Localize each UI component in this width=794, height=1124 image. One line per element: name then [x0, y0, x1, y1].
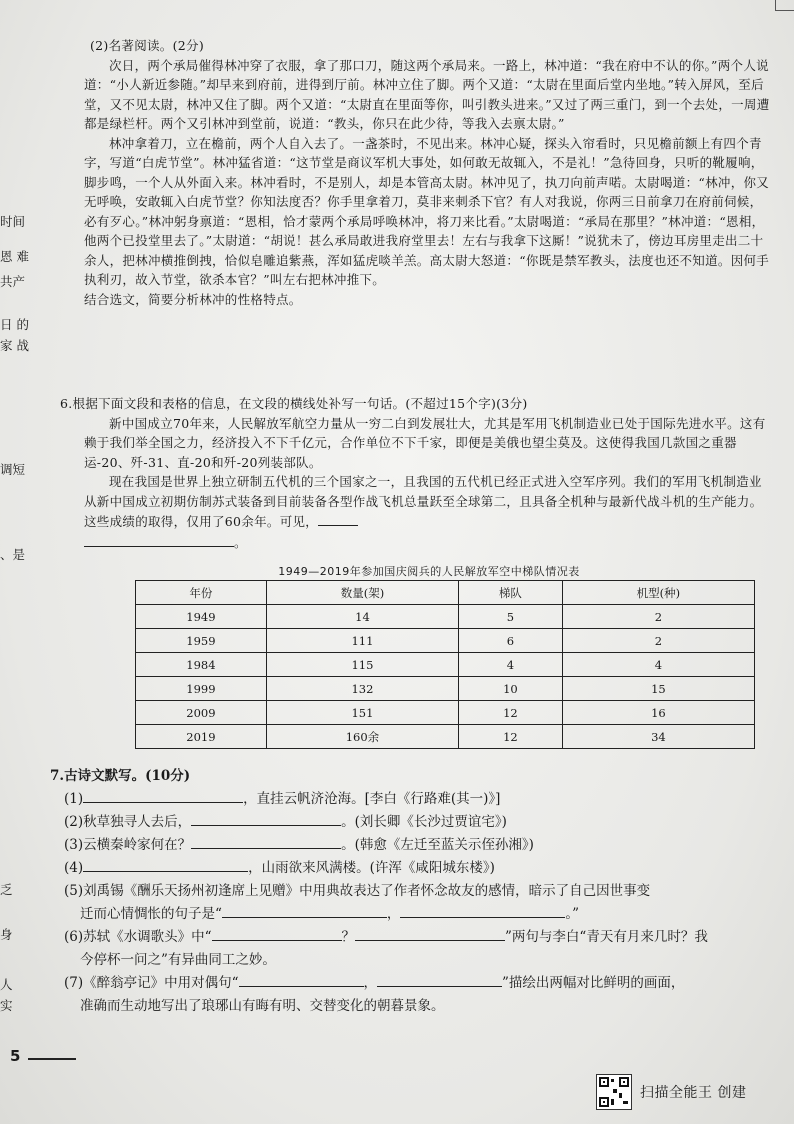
page-number-rule [28, 1058, 76, 1060]
item-text: (2)秋草独寻人去后， [64, 814, 192, 830]
page-number: 5 [10, 1047, 21, 1065]
watermark-text: 扫描全能王 创建 [640, 1085, 747, 1101]
recitation-item [50, 811, 780, 834]
table-row [136, 677, 755, 701]
question-prompt: 结合选文，简要分析林冲的性格特点。 [84, 291, 302, 307]
table-cell: 2019 [136, 725, 267, 749]
reading-passage [84, 36, 774, 309]
recitation-item: (5)刘禹锡《酬乐天扬州初逢席上见赠》中用典故表达了作者怀念故友的感情，暗示了自己因世事变 [64, 883, 651, 899]
passage-paragraph: 新中国成立70年来，人民解放军航空力量从一穷二白到发展壮大，尤其是军用飞机制造业已处于国际先进水平。这有赖于我们举全国之力，经济投入不下千亿元，合作单位不下千家，即便是美俄也望尘莫及。这使得我国几款国之重器运-20、歼-31、直-20和歼-20列装部队。 [84, 415, 766, 470]
table-cell: 1949 [136, 605, 267, 629]
item-number: (4) [64, 860, 84, 876]
table-cell: 1984 [136, 653, 267, 677]
table-title: 1949—2019年参加国庆阅兵的人民解放军空中梯队情况表 [278, 565, 580, 578]
margin-fragment: 时间 [0, 214, 26, 229]
scanner-watermark [596, 1074, 746, 1110]
parade-table [135, 580, 755, 749]
table-cell: 1999 [136, 677, 267, 701]
item-text: ”描绘出两幅对比鲜明的画面， [502, 975, 685, 991]
table-row [136, 725, 755, 749]
passage-text: 现在我国是世界上独立研制五代机的三个国家之一，且我国的五代机已经正式进入空军序列。我们的军用飞机制造业从新中国成立初期仿制苏式装备到目前装备各型作战飞机总量跃至全球第二，且具备全机种与最新代战斗机的生产能力。这些成绩的取得，仅用了60余年。可见， [84, 474, 763, 529]
question-title: 7.古诗文默写。(10分) [50, 768, 191, 784]
separator: ， [363, 975, 378, 991]
separator: ？ [341, 929, 356, 945]
table-row [136, 653, 755, 677]
question-7 [50, 765, 780, 1018]
passage-paragraph [84, 472, 774, 532]
table-cell: 16 [562, 701, 754, 725]
column-header: 数量(架) [266, 581, 458, 605]
table-cell: 115 [266, 653, 458, 677]
recitation-item [50, 972, 780, 995]
recitation-item [50, 926, 780, 949]
table-row [136, 629, 755, 653]
question-heading: (2)名著阅读。(2分) [90, 38, 205, 53]
margin-fragment: 身 [0, 927, 13, 942]
table-cell: 6 [459, 629, 563, 653]
answer-blank[interactable] [191, 834, 341, 849]
answer-blank[interactable] [377, 972, 502, 987]
column-header: 机型(种) [562, 581, 754, 605]
margin-fragment: 共产 [0, 274, 26, 289]
answer-blank[interactable] [355, 926, 505, 941]
end-mark: 。 [234, 534, 247, 550]
table-cell: 5 [459, 605, 563, 629]
table-cell: 151 [266, 701, 458, 725]
item-text: (3)云横秦岭家何在？ [64, 837, 192, 853]
margin-fragment: 人 [0, 977, 13, 992]
item-text: 。(刘长卿《长沙过贾谊宅》) [341, 814, 507, 830]
qr-code-icon [596, 1074, 632, 1110]
passage-paragraph: 次日，两个承局催得林冲穿了衣服，拿了那口刀，随这两个承局来。一路上，林冲道：“我在府中不认的你。”两个人说道：“小人新近参随。”却早来到府前，进得到厅前。林冲立住了脚。两个又道：“太尉在里面后堂内坐地。”转入屏风，至后堂，又不见太尉，林冲又住了脚。两个又道：“太尉直在里面等你，叫引教头进来。”又过了两三重门，到一个去处，一周遭都是绿栏杆。两个又引林冲到堂前，说道：“教头，你只在此少待，等我入去禀太尉。” [84, 57, 770, 131]
table-row [136, 701, 755, 725]
item-text: ，山雨欲来风满楼。(许浑《咸阳城东楼》) [248, 860, 495, 876]
item-number: (1) [64, 791, 84, 807]
table-cell: 12 [459, 725, 563, 749]
answer-blank[interactable] [83, 857, 248, 872]
question-6 [60, 394, 774, 552]
table-row [136, 605, 755, 629]
table-cell: 2 [562, 629, 754, 653]
item-text: (7)《醉翁亭记》中用对偶句“ [64, 975, 239, 991]
table-cell: 10 [459, 677, 563, 701]
margin-fragment: 调短 [0, 462, 26, 477]
answer-blank[interactable] [239, 972, 364, 987]
passage-paragraph: 林冲拿着刀，立在檐前，两个人自入去了。一盏茶时，不见出来。林冲心疑，探头入帘看时，只见檐前额上有四个青字，写道“白虎节堂”。林冲猛省道：“这节堂是商议军机大事处，如何敢无故辄入，不是礼！”急待回身，只听的靴履响，脚步鸣，一个人从外面入来。林冲看时，不是别人，却是本管高太尉。林冲见了，执刀向前声喏。太尉喝道：“林冲，你又无呼唤，安敢辄入白虎节堂？你知法度否？你手里拿着刀，莫非来刺杀下官？有人对我说，你两三日前拿刀在府前伺候，必有歹心。”林冲躬身禀道：“恩相，恰才蒙两个承局呼唤林冲，将刀来比看。”太尉喝道：“承局在那里？”林冲道：“恩相，他两个已投堂里去了。”太尉道：“胡说！甚么承局敢进我府堂里去！左右与我拿下这厮！”说犹未了，傍边耳房里走出二十余人，把林冲横推倒拽，恰似皂雕追紫燕，浑如猛虎啖羊羔。高太尉大怒道：“你既是禁军教头，法度也还不知道。因何手执利刃，故入节堂，欲杀本官？”叫左右把林冲推下。 [84, 135, 770, 287]
recitation-item [50, 834, 780, 857]
table-cell: 1959 [136, 629, 267, 653]
answer-blank[interactable] [191, 811, 341, 826]
item-text: (6)苏轼《水调歌头》中“ [64, 929, 212, 945]
table-cell: 34 [562, 725, 754, 749]
table-cell: 2009 [136, 701, 267, 725]
table-cell: 15 [562, 677, 754, 701]
answer-blank[interactable] [400, 903, 565, 918]
margin-fragment: 恩 难 [0, 249, 29, 264]
item-text: ”两句与李白“青天有月来几时？我 [505, 929, 708, 945]
item-text: 。” [565, 906, 580, 922]
table-cell: 111 [266, 629, 458, 653]
table-cell: 14 [266, 605, 458, 629]
recitation-item [50, 857, 780, 880]
table-cell: 160余 [266, 725, 458, 749]
column-header: 年份 [136, 581, 267, 605]
recitation-item-continued: 今停杯一问之”有异曲同工之妙。 [80, 952, 276, 968]
table-cell: 4 [459, 653, 563, 677]
recitation-item-continued [50, 903, 780, 926]
separator: ， [386, 906, 401, 922]
table-cell: 4 [562, 653, 754, 677]
blank-continuation [84, 532, 774, 553]
crop-mark [775, 0, 794, 11]
item-text: ，直挂云帆济沧海。[李白《行路难(其一)》] [243, 791, 501, 807]
recitation-item-continued: 准确而生动地写出了琅琊山有晦有明、交替变化的朝暮景象。 [80, 998, 445, 1014]
answer-blank[interactable] [318, 511, 358, 526]
answer-blank[interactable] [212, 926, 342, 941]
margin-fragment: 家 战 [0, 338, 29, 353]
table-header-row [136, 581, 755, 605]
recitation-item [50, 788, 780, 811]
column-header: 梯队 [459, 581, 563, 605]
margin-fragment: 日 的 [0, 317, 29, 332]
item-text: 迁而心情惆怅的句子是“ [80, 906, 222, 922]
question-title: 6.根据下面文段和表格的信息，在文段的横线处补写一句话。(不超过15个字)(3分) [60, 396, 528, 411]
answer-blank[interactable] [84, 532, 234, 547]
answer-blank[interactable] [83, 788, 243, 803]
answer-blank[interactable] [222, 903, 387, 918]
margin-fragment: 实 [0, 998, 13, 1013]
margin-fragment: 、是 [0, 547, 26, 562]
table-cell: 132 [266, 677, 458, 701]
margin-fragment: 乏 [0, 882, 13, 897]
table-cell: 2 [562, 605, 754, 629]
item-text: 。(韩愈《左迁至蓝关示侄孙湘》) [341, 837, 534, 853]
table-cell: 12 [459, 701, 563, 725]
